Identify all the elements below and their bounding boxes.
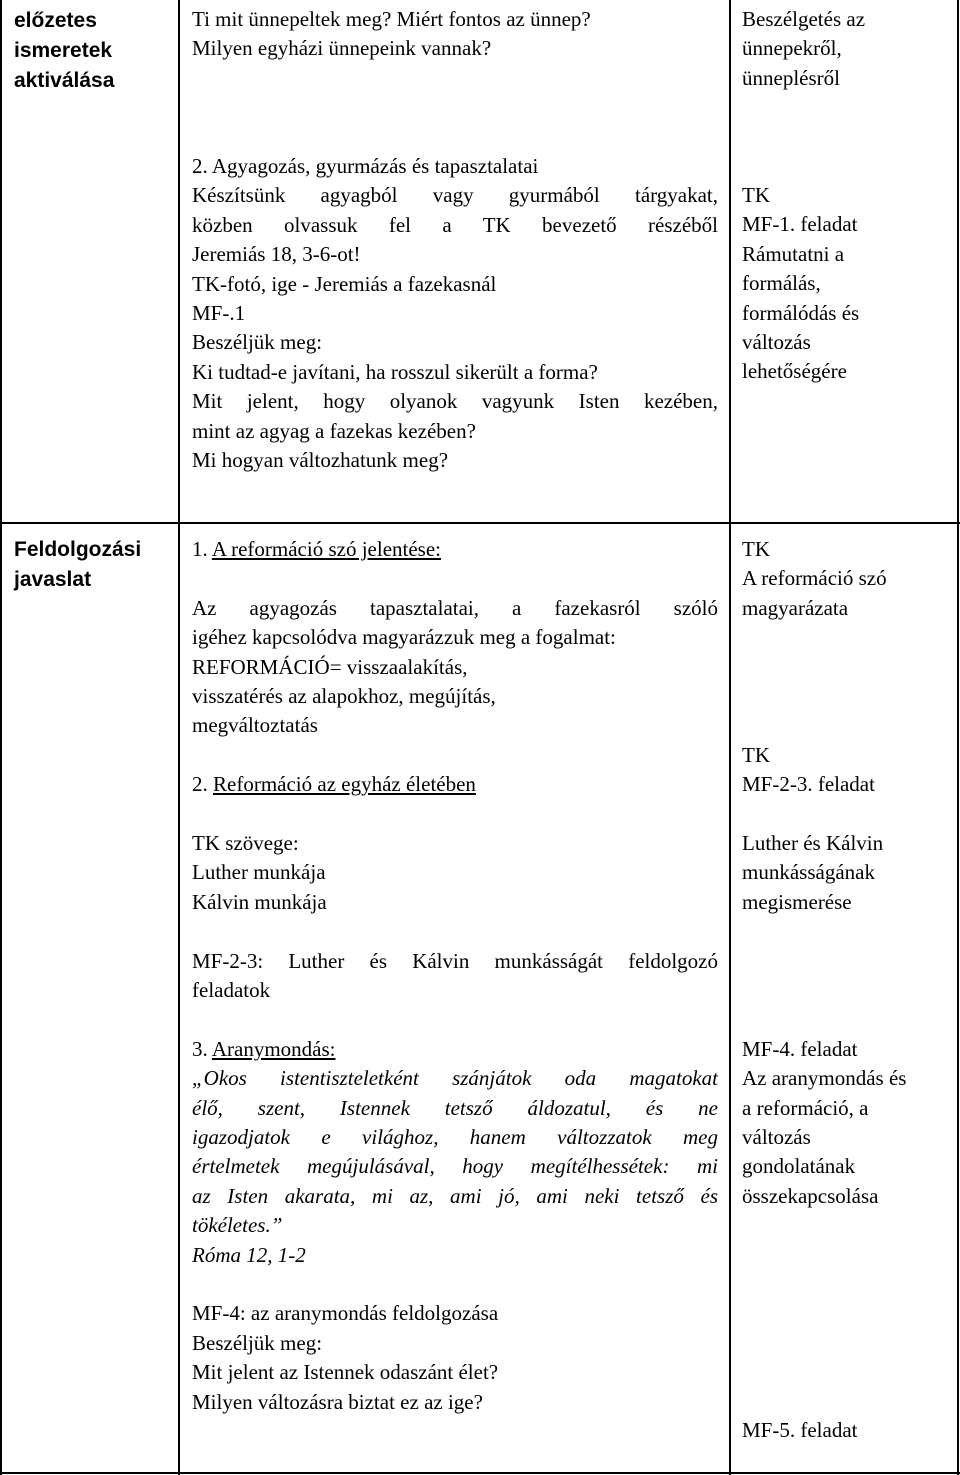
discuss-question-2b: mint az agyag a fazekas kezében?: [192, 418, 476, 443]
closing-line-3: Mit jelent az Istennek odaszánt élet?: [192, 1360, 499, 1385]
quote-line-2: élő, szent, Istennek tetsző áldozatul, és ne: [192, 1095, 718, 1120]
note-d-5: gondolatának: [742, 1154, 856, 1179]
quote-reference: Róma 12, 1-2: [192, 1242, 306, 1267]
row2-note: [742, 181, 952, 387]
row1-label-line-3: aktiválása: [14, 69, 115, 92]
row2-note-line-7: lehetőségére: [742, 359, 847, 384]
section-1-title-text: A reformáció szó jelentése:: [211, 537, 441, 561]
discuss-question-2a: Mit jelent, hogy olyanok vagyunk Isten kezében,: [192, 389, 718, 414]
row1-note: [742, 5, 952, 93]
section-1-text-4: visszatérés az alapokhoz, megújítás,: [192, 684, 496, 709]
clay-activity-intro-2: közben olvassuk fel a TK bevezető részéből: [192, 212, 718, 237]
row1-note-line-2: ünnepekről,: [742, 36, 842, 61]
row3-content: [192, 535, 718, 1417]
note-d-1: MF-4. feladat: [742, 1036, 858, 1061]
row2-note-line-5: formálódás és: [742, 300, 860, 325]
table-border-col2: [729, 0, 731, 1475]
note-a-2: A reformáció szó: [742, 566, 887, 591]
row3-label-line-1: Feldolgozási: [14, 538, 142, 561]
row1-question-2: Milyen egyházi ünnepeink vannak?: [192, 36, 492, 61]
row2-content: [192, 152, 718, 475]
quote-line-5: az Isten akarata, mi az, ami jó, ami neki tetsző és: [192, 1183, 718, 1208]
section-1-text-5: megváltoztatás: [192, 713, 318, 738]
mf23-text: MF-2-3: Luther és Kálvin munkásságát feldolgozó: [192, 948, 718, 973]
row1-content: [192, 5, 722, 64]
closing-line-2: Beszéljük meg:: [192, 1330, 323, 1355]
row1-label-line-1: előzetes: [14, 9, 97, 32]
quote-line-1: „Okos istentiszteletként szánjátok oda magatokat: [192, 1066, 718, 1091]
section-3-number: 3.: [192, 1036, 212, 1061]
row1-note-line-1: Beszélgetés az: [742, 7, 866, 31]
table-border-right: [957, 0, 959, 1475]
row3-note: [742, 535, 954, 1211]
note-d-4: változás: [742, 1124, 811, 1149]
section-1-text-2: igéhez kapcsolódva magyarázzuk meg a fogalmat:: [192, 625, 616, 650]
note-d-2: Az aranymondás és: [742, 1066, 907, 1091]
discuss-question-1: Ki tudtad-e javítani, ha rosszul sikerült a forma?: [192, 359, 598, 384]
section-2-text-1: TK szövege:: [192, 831, 299, 856]
discuss-label: Beszéljük meg:: [192, 330, 323, 355]
quote-line-3: igazodjatok e világhoz, hanem változzatok meg: [192, 1125, 718, 1150]
clay-activity-mf: MF-.1: [192, 301, 246, 326]
row2-note-line-4: formálás,: [742, 271, 821, 296]
row1-question-1: Ti mit ünnepeltek meg? Miért fontos az ünnep?: [192, 7, 591, 31]
section-3-title-text: Aranymondás:: [211, 1036, 336, 1061]
note-e: MF-5. feladat: [742, 1418, 858, 1442]
section-3-title: [192, 1035, 718, 1064]
row2-note-line-2: MF-1. feladat: [742, 212, 858, 237]
table-border-bottom: [0, 1472, 960, 1474]
row1-label: [14, 6, 174, 96]
section-2-title: [192, 770, 718, 799]
row1-label-line-2: ismeretek: [14, 39, 113, 62]
note-c-2: munkásságának: [742, 860, 875, 885]
section-1-number: 1.: [192, 537, 212, 561]
discuss-question-3: Mi hogyan változhatunk meg?: [192, 448, 449, 473]
clay-activity-heading: 2. Agyagozás, gyurmázás és tapasztalatai: [192, 154, 539, 178]
quote-line-4: értelmetek megújulásával, hogy megítélhessétek: mi: [192, 1154, 718, 1179]
closing-line-1: MF-4: az aranymondás feldolgozása: [192, 1301, 499, 1326]
row2-note-line-1: TK: [742, 183, 770, 207]
row2-note-line-6: változás: [742, 330, 811, 355]
row1-note-line-3: ünneplésről: [742, 65, 840, 90]
table-border-col1: [178, 0, 180, 1475]
section-2-text-3: Kálvin munkája: [192, 889, 327, 914]
clay-activity-intro-1: Készítsünk agyagból vagy gyurmából tárgyakat,: [192, 183, 718, 208]
clay-activity-photo: TK-fotó, ige - Jeremiás a fazekasnál: [192, 271, 497, 296]
section-1-title: [192, 535, 718, 564]
note-b-1: TK: [742, 742, 770, 767]
section-1-text-3: REFORMÁCIÓ= visszaalakítás,: [192, 654, 468, 679]
row3-label-line-2: javaslat: [14, 568, 92, 591]
note-a-1: TK: [742, 537, 770, 561]
mf23-text-end: feladatok: [192, 978, 271, 1003]
row2-note-line-3: Rámutatni a: [742, 241, 845, 266]
note-c-3: megismerése: [742, 889, 852, 914]
section-2-text-2: Luther munkája: [192, 860, 326, 885]
section-2-title-text: Reformáció az egyház életében: [213, 772, 476, 797]
note-a-3: magyarázata: [742, 595, 849, 620]
row3-label: [14, 535, 174, 595]
note-d-6: összekapcsolása: [742, 1183, 879, 1208]
table-border-row-divider: [0, 522, 960, 524]
quote-line-6: tökéletes.”: [192, 1213, 283, 1238]
section-1-text-1: Az agyagozás tapasztalatai, a fazekasról szóló: [192, 595, 718, 620]
row3-note-bottom: [742, 1416, 954, 1445]
table-border-left: [0, 0, 2, 1475]
note-d-3: a reformáció, a: [742, 1095, 869, 1120]
clay-activity-reference: Jeremiás 18, 3-6-ot!: [192, 242, 361, 267]
section-2-number: 2.: [192, 772, 213, 797]
closing-line-4: Milyen változásra biztat ez az ige?: [192, 1389, 483, 1414]
note-b-2: MF-2-3. feladat: [742, 772, 875, 797]
note-c-1: Luther és Kálvin: [742, 830, 884, 855]
